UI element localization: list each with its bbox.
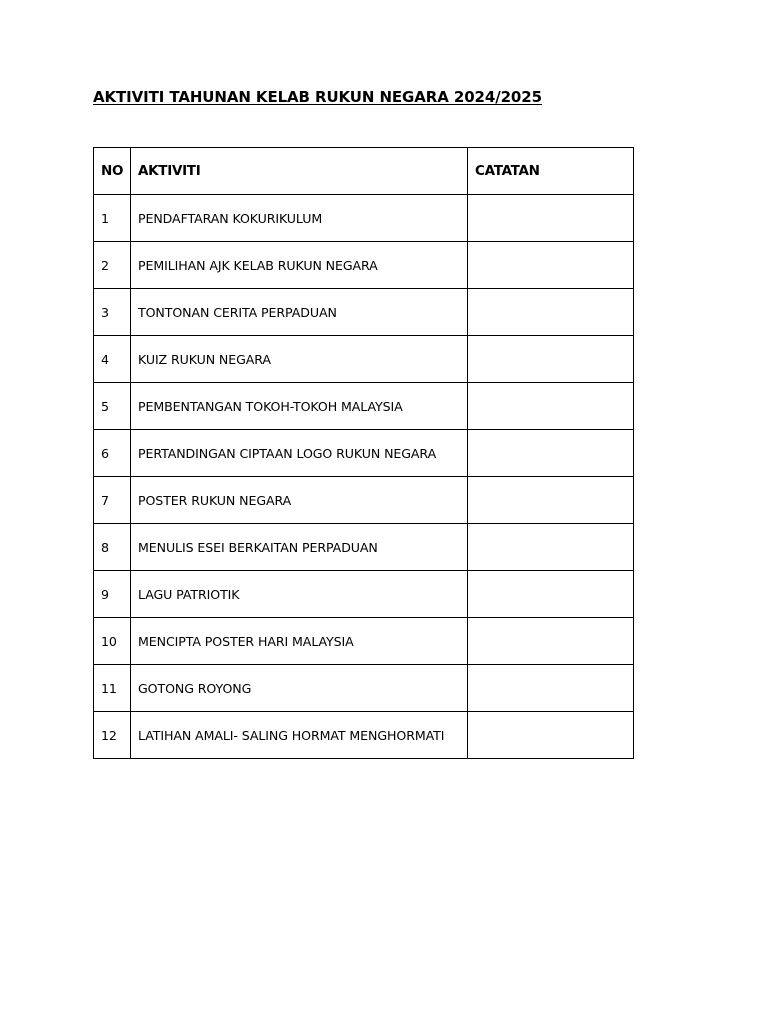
header-activity: AKTIVITI: [131, 148, 468, 195]
cell-activity: GOTONG ROYONG: [131, 665, 468, 712]
cell-no: 7: [94, 477, 131, 524]
table-row: [94, 524, 634, 571]
cell-activity: PEMBENTANGAN TOKOH-TOKOH MALAYSIA: [131, 383, 468, 430]
cell-notes: [468, 571, 634, 618]
cell-no: 8: [94, 524, 131, 571]
table-row: [94, 336, 634, 383]
cell-activity: PEMILIHAN AJK KELAB RUKUN NEGARA: [131, 242, 468, 289]
cell-activity: POSTER RUKUN NEGARA: [131, 477, 468, 524]
cell-activity: TONTONAN CERITA PERPADUAN: [131, 289, 468, 336]
table-row: [94, 289, 634, 336]
table-row: [94, 477, 634, 524]
table-header-row: [94, 148, 634, 195]
table-row: [94, 571, 634, 618]
activities-table: [93, 147, 634, 759]
cell-activity: LATIHAN AMALI- SALING HORMAT MENGHORMATI: [131, 712, 468, 759]
cell-notes: [468, 477, 634, 524]
table-row: [94, 242, 634, 289]
table-row: [94, 195, 634, 242]
cell-no: 1: [94, 195, 131, 242]
cell-no: 5: [94, 383, 131, 430]
cell-activity: PERTANDINGAN CIPTAAN LOGO RUKUN NEGARA: [131, 430, 468, 477]
cell-activity: MENCIPTA POSTER HARI MALAYSIA: [131, 618, 468, 665]
cell-no: 11: [94, 665, 131, 712]
cell-no: 10: [94, 618, 131, 665]
table-row: [94, 712, 634, 759]
cell-notes: [468, 336, 634, 383]
cell-activity: KUIZ RUKUN NEGARA: [131, 336, 468, 383]
header-notes: CATATAN: [468, 148, 634, 195]
cell-no: 3: [94, 289, 131, 336]
cell-no: 9: [94, 571, 131, 618]
table-row: [94, 665, 634, 712]
cell-notes: [468, 524, 634, 571]
document-title: AKTIVITI TAHUNAN KELAB RUKUN NEGARA 2024/2025: [93, 88, 542, 106]
table-row: [94, 383, 634, 430]
table-row: [94, 430, 634, 477]
cell-notes: [468, 289, 634, 336]
cell-activity: LAGU PATRIOTIK: [131, 571, 468, 618]
cell-notes: [468, 195, 634, 242]
cell-no: 4: [94, 336, 131, 383]
cell-no: 6: [94, 430, 131, 477]
cell-notes: [468, 430, 634, 477]
table-row: [94, 618, 634, 665]
cell-no: 12: [94, 712, 131, 759]
cell-notes: [468, 618, 634, 665]
cell-activity: PENDAFTARAN KOKURIKULUM: [131, 195, 468, 242]
cell-notes: [468, 242, 634, 289]
cell-no: 2: [94, 242, 131, 289]
cell-activity: MENULIS ESEI BERKAITAN PERPADUAN: [131, 524, 468, 571]
cell-notes: [468, 383, 634, 430]
header-no: NO: [94, 148, 131, 195]
cell-notes: [468, 712, 634, 759]
cell-notes: [468, 665, 634, 712]
